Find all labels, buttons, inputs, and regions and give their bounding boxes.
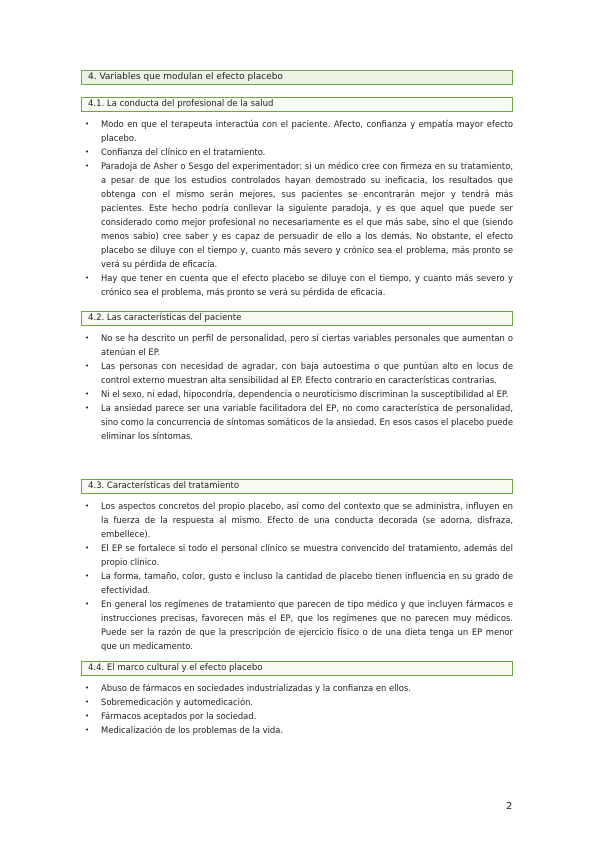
list-item: • La ansiedad parece ser una variable facilitadora del EP, no como característica de personalidad, sino como la concurrencia de síntomas somáticos de la ansiedad. En esos casos el placebo puede eliminar los síntomas. bbox=[81, 401, 513, 443]
section-4-3 bbox=[81, 479, 513, 653]
list-item: • Sobremedicación y automedicación. bbox=[81, 695, 513, 709]
section-4-2 bbox=[81, 311, 513, 443]
section-heading-4: 4. Variables que modulan el efecto placebo bbox=[81, 70, 513, 85]
bullet-list bbox=[81, 331, 513, 443]
section-4-1 bbox=[81, 97, 513, 299]
list-item: • Ni el sexo, ni edad, hipocondría, dependencia o neuroticismo discriminan la susceptibilidad al EP. bbox=[81, 387, 513, 401]
subsection-heading-4-4: 4.4. El marco cultural y el efecto placebo bbox=[81, 661, 513, 676]
list-item: • Las personas con necesidad de agradar, con baja autoestima o que puntúan alto en locus de control externo muestran alta sensibilidad al EP. Efecto contrario en características contrarias. bbox=[81, 359, 513, 387]
list-item: • Los aspectos concretos del propio placebo, así como del contexto que se administra, influyen en la fuerza de la respuesta al mismo. Efecto de una conducta decorada (se adorna, disfraza, embellece). bbox=[81, 499, 513, 541]
bullet-list bbox=[81, 117, 513, 299]
list-item: • Modo en que el terapeuta interactúa con el paciente. Afecto, confianza y empatía mayor efecto placebo. bbox=[81, 117, 513, 145]
list-item: • Hay que tener en cuenta que el efecto placebo se diluye con el tiempo, y cuanto más severo y crónico sea el problema, más pronto se verá su pérdida de eficacia. bbox=[81, 271, 513, 299]
subsection-heading-4-2: 4.2. Las características del paciente bbox=[81, 311, 513, 326]
list-item: • Paradoja de Asher o Sesgo del experimentador: si un médico cree con firmeza en su tratamiento, a pesar de que los estudios controlados hayan demostrado su ineficacia, los resultados que obtenga con el mismo serán mejores, sus pacientes se encontrarán mejor y tendrá más pacientes. Este hecho podría conllevar la siguiente paradoja, y es que aquel que puede ser considerado como mejor profesional no necesariamente es el que más sabe, sino el que (siendo menos sabio) cree saber y es capaz de persuadir de ello a los demás. No obstante, el efecto placebo se diluye con el tiempo y, cuanto más severo y crónico sea el problema, más pronto se verá su pérdida de eficacia. bbox=[81, 159, 513, 271]
subsection-heading-4-3: 4.3. Características del tratamiento bbox=[81, 479, 513, 494]
list-item: • No se ha descrito un perfil de personalidad, pero sí ciertas variables personales que aumentan o atenúan el EP. bbox=[81, 331, 513, 359]
list-item: • Fármacos aceptados por la sociedad. bbox=[81, 709, 513, 723]
bullet-list bbox=[81, 499, 513, 653]
page-number: 2 bbox=[506, 801, 513, 812]
list-item: • Medicalización de los problemas de la vida. bbox=[81, 723, 513, 737]
list-item: • Abuso de fármacos en sociedades industrializadas y la confianza en ellos. bbox=[81, 681, 513, 695]
list-item: • El EP se fortalece si todo el personal clínico se muestra convencido del tratamiento, además del propio clínico. bbox=[81, 541, 513, 569]
section-4-4 bbox=[81, 661, 513, 737]
subsection-heading-4-1: 4.1. La conducta del profesional de la salud bbox=[81, 97, 513, 112]
list-item: • En general los regímenes de tratamiento que parecen de tipo médico y que incluyen fármacos e instrucciones precisas, favorecen más el EP, que los regímenes que no parecen muy médicos. Puede ser la razón de que la prescripción de ejercicio físico o de una dieta tenga un EP menor que un medicamento. bbox=[81, 597, 513, 653]
list-item: • La forma, tamaño, color, gusto e incluso la cantidad de placebo tienen influencia en su grado de efectividad. bbox=[81, 569, 513, 597]
bullet-list bbox=[81, 681, 513, 737]
list-item: • Confianza del clínico en el tratamiento. bbox=[81, 145, 513, 159]
